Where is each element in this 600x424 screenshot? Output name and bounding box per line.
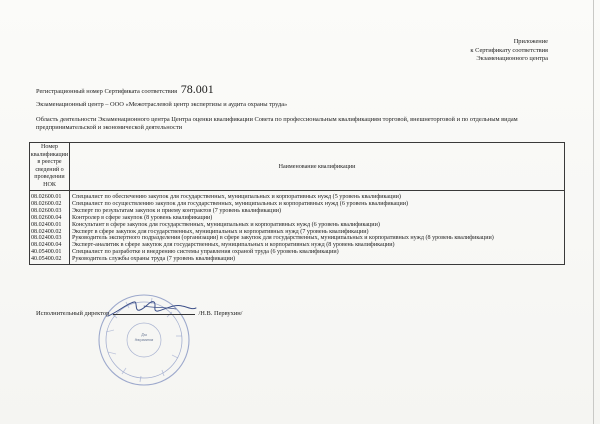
table-row [30,208,565,215]
qualification-code: 08.02400.03 [30,235,70,242]
registration-label: Регистрационный номер Сертификата соответствия [36,88,178,95]
code-header-line: в реестре [37,159,62,165]
stamp-inner-text [132,333,156,342]
qualification-code: 08.02400.04 [30,242,70,249]
stamp-inner-line: Для [141,333,147,337]
qualification-name: Специалист по осуществлению закупок для государственных, муниципальных и корпоративных нужд (6 уровень квалификации) [70,201,565,208]
qualification-code: 08.02600.03 [30,208,70,215]
code-header-line: проведении [34,174,65,180]
qualification-code: 40.05400.02 [30,256,70,264]
qualification-name: Эксперт-аналитик в сфере закупок для государственных, муниципальных и корпоративных нужд (8 уровень квалификации) [70,242,565,249]
code-header-line: сведений о [35,166,64,173]
qualification-name: Специалист по разработке и внедрению системы управления охраной труда (6 уровень квалификации) [70,249,565,256]
handwritten-signature [104,294,200,324]
table-row [30,201,565,208]
code-header-line: Номер [41,144,58,150]
qualification-name: Специалист по обеспечению закупок для государственных, муниципальных и корпоративных нужд (5 уровень квалификации) [70,191,565,201]
qualification-code: 40.05400.01 [30,249,70,256]
code-header-line: квалификации [30,151,69,158]
qualification-code: 08.02600.04 [30,215,70,222]
qualifications-table [29,142,565,265]
code-column-header [30,143,70,191]
stamp-inner-line: документов [134,337,154,342]
registration-line [36,82,214,97]
qualification-name: Консультант в сфере закупок для государственных, муниципальных и корпоративных нужд (6 уровень квалификации) [70,222,565,229]
activity-area-text: Область деятельности Экзаменационного центра Центра оценки квалификации Совета по профессиональным квалификациям торговой, внешнеторговой и по отдельным видам предпринимательской и экономической деятельности [36,116,518,132]
signature-role: Исполнительный директор [36,310,110,317]
appendix-line-1: Приложение [513,38,548,45]
table-row [30,222,565,229]
table-row [30,215,565,222]
signature-name: /Н.В. Первухин/ [198,310,243,317]
table-row [30,191,565,201]
qualification-code: 08.02400.02 [30,229,70,236]
code-header-line: НОК [43,181,56,188]
qualification-code: 08.02400.01 [30,222,70,229]
appendix-line-2: к Сертификату соответствия [470,46,548,54]
qualification-name: Руководитель службы охраны труда (7 уровень квалификации) [70,256,565,264]
qualification-code: 08.02600.01 [30,191,70,201]
table-row [30,256,565,264]
page-edge-line [593,0,594,424]
appendix-heading [408,38,548,64]
name-column-header: Наименование квалификации [70,143,565,191]
qualification-code: 08.02600.02 [30,201,70,208]
exam-center-line: Экзаменационный центр – ООО «Межотраслевой центр экспертизы и аудита охраны труда» [36,101,288,108]
qualification-name: Эксперт в сфере закупок для государственных, муниципальных и корпоративных нужд (7 уровень квалификации) [70,229,565,236]
qualification-name: Контролер в сфере закупок (8 уровень квалификации) [70,215,565,222]
appendix-line-3: Экзаменационного центра [476,55,548,63]
qualification-name: Эксперт по результатам закупок и приему контрактов (7 уровень квалификации) [70,208,565,215]
qualification-name: Руководитель экспертного подразделения (организации) в сфере закупок для государственных, муниципальных и корпоративных нужд (8 уровень квалификации) [70,235,565,242]
registration-number: 78.001 [180,82,214,96]
